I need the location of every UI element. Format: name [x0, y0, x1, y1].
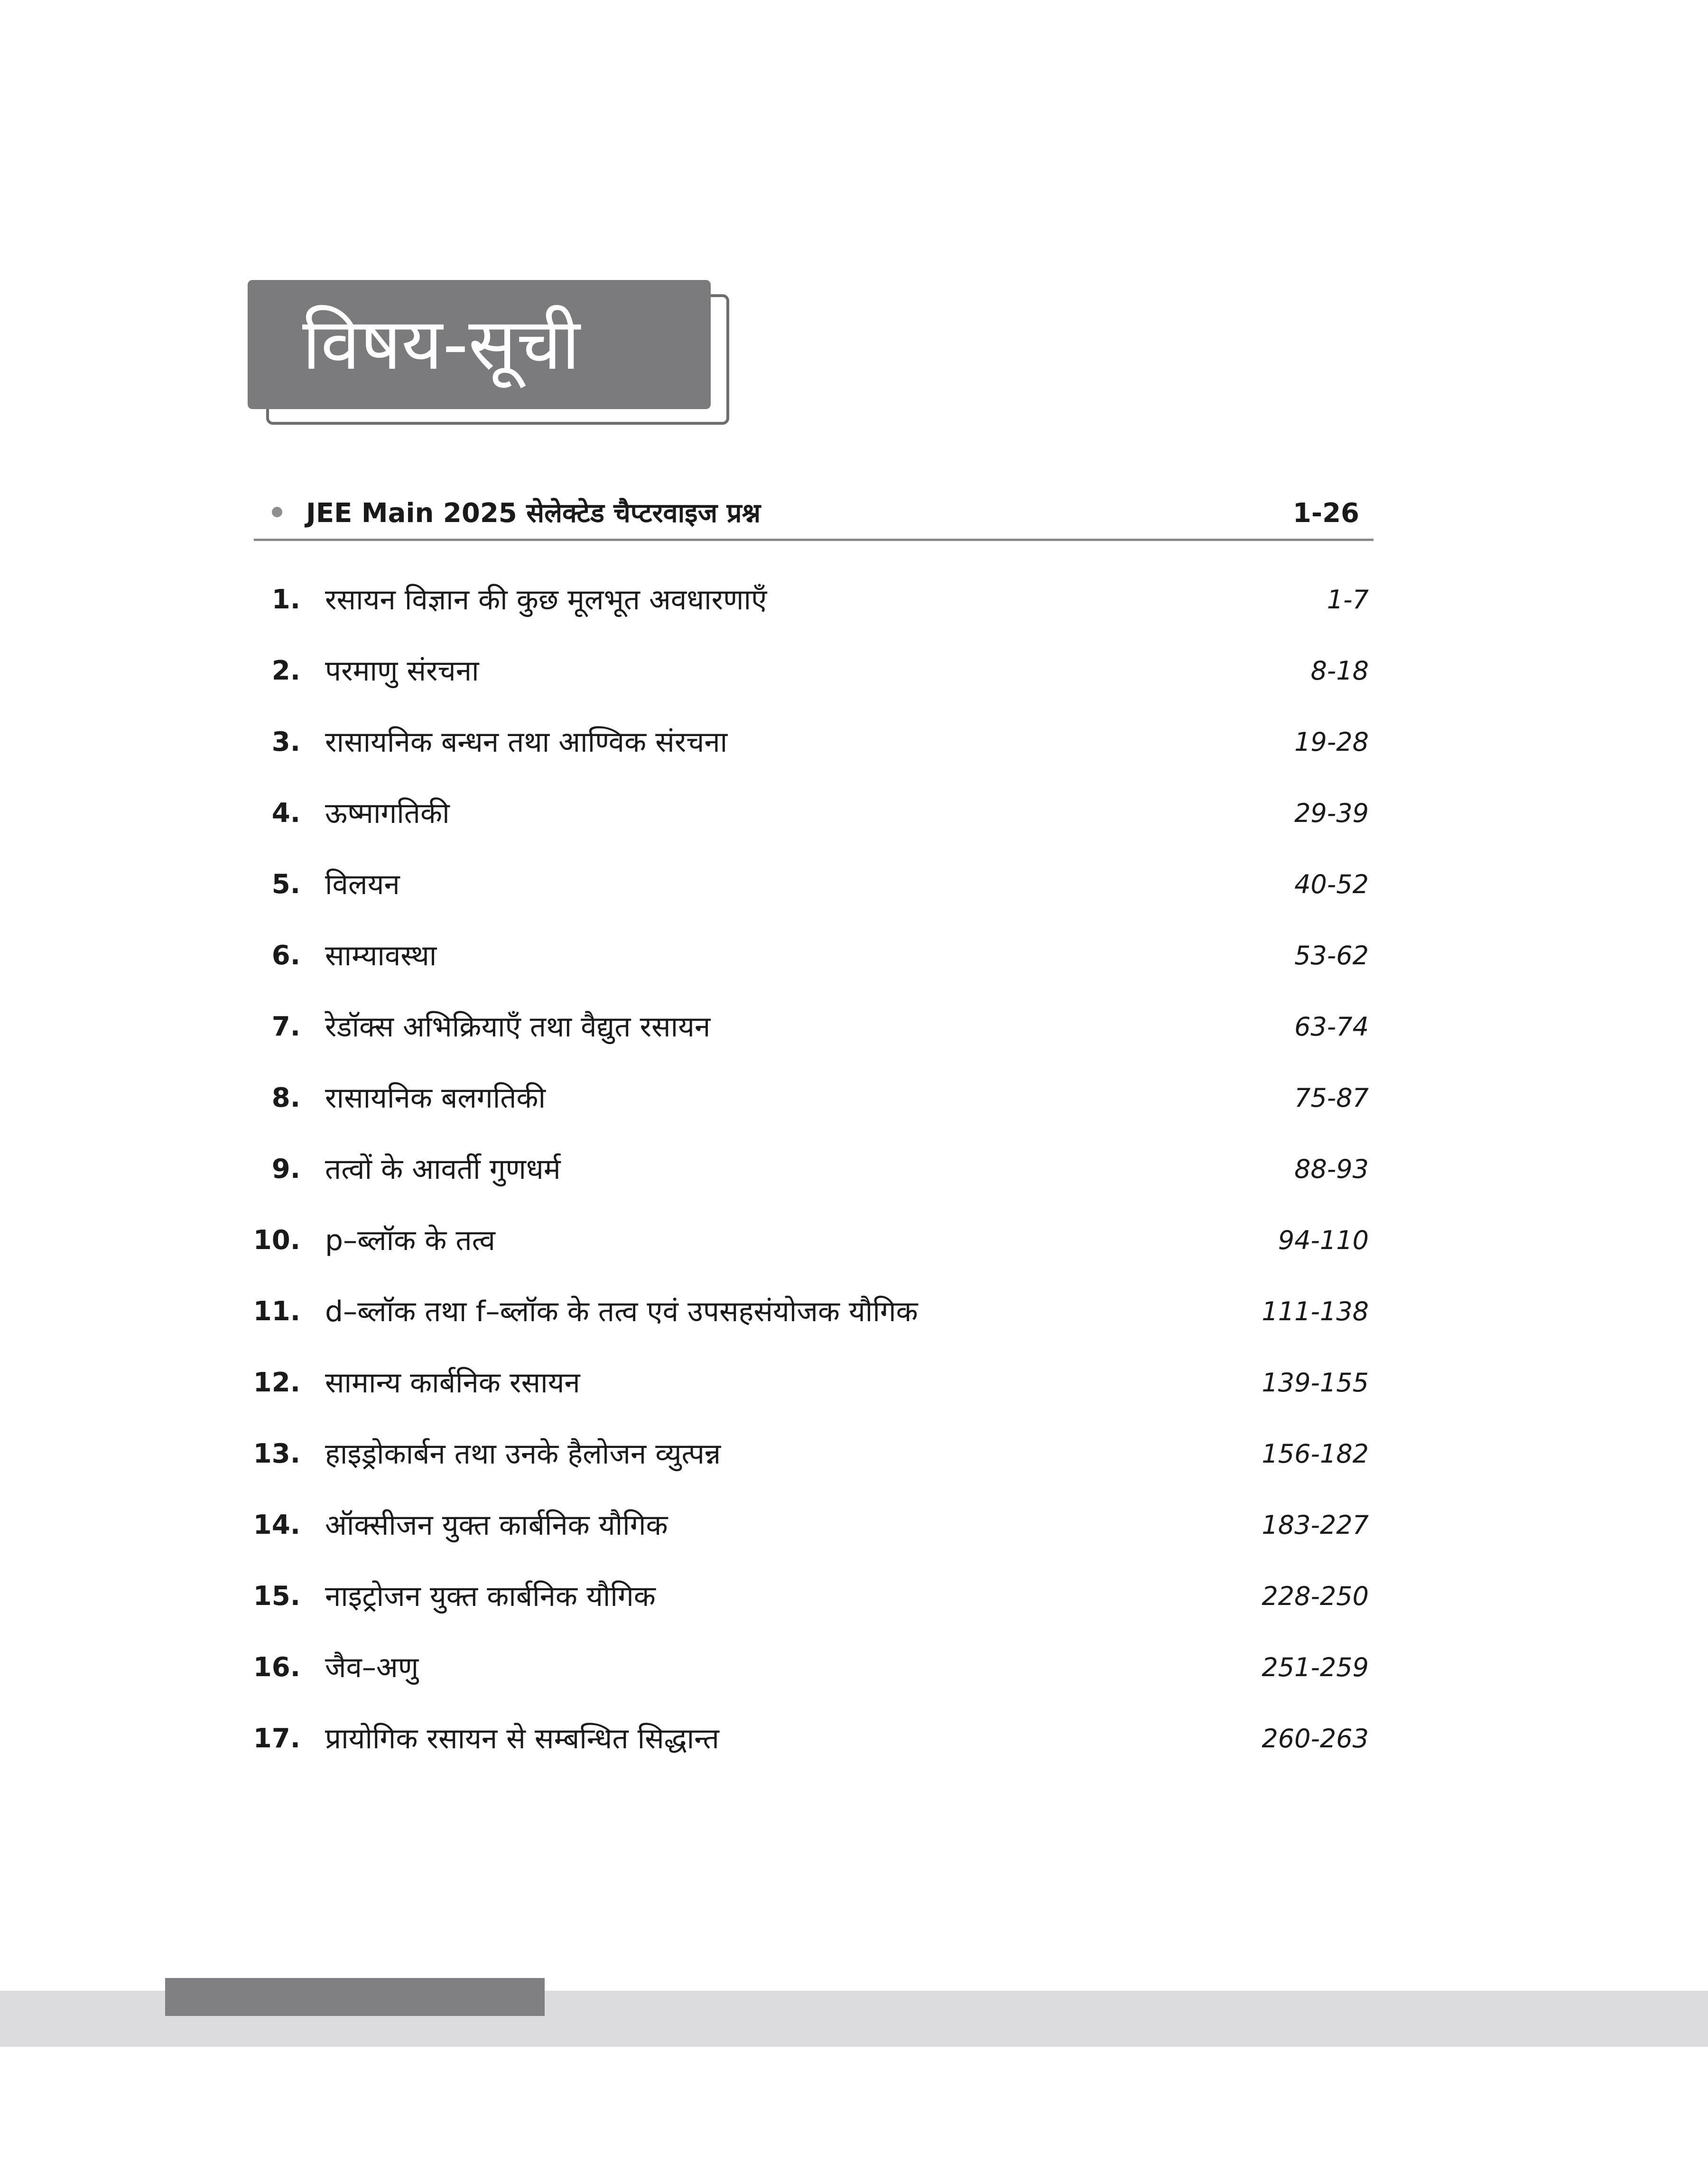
chapter-number: 12. [253, 1367, 300, 1398]
page-title: विषय-सूची [302, 303, 580, 386]
chapter-page-range: 53-62 [1294, 941, 1369, 970]
chapter-title: ऑक्सीजन युक्त कार्बनिक यौगिक [325, 1509, 668, 1542]
chapter-page-range: 260-263 [1262, 1724, 1369, 1754]
chapter-number: 4. [271, 798, 300, 829]
chapter-page-range: 94-110 [1278, 1225, 1369, 1255]
chapter-page-range: 88-93 [1294, 1154, 1369, 1184]
chapter-number: 17. [253, 1723, 300, 1754]
bullet-icon [272, 507, 282, 517]
chapter-page-range: 63-74 [1294, 1012, 1369, 1042]
chapter-number: 16. [253, 1652, 300, 1683]
chapter-title: रेडॉक्स अभिक्रियाएँ तथा वैद्युत रसायन [325, 1010, 711, 1044]
toc-row [254, 574, 1374, 645]
chapter-page-range: 183-227 [1262, 1510, 1369, 1540]
chapter-number: 2. [271, 655, 300, 686]
chapter-page-range: 8-18 [1310, 656, 1369, 686]
chapter-number: 13. [253, 1438, 300, 1469]
chapter-title: नाइट्रोजन युक्त कार्बनिक यौगिक [325, 1580, 656, 1613]
toc-row [254, 1500, 1374, 1571]
chapter-title: d–ब्लॉक तथा f–ब्लॉक के तत्व एवं उपसहसंयोजक यौगिक [325, 1295, 918, 1328]
chapter-title: p–ब्लॉक के तत्व [325, 1224, 495, 1257]
chapter-title: परमाणु संरचना [325, 654, 479, 688]
section-page-range: 1-26 [1292, 498, 1359, 529]
chapter-title: जैव–अणु [325, 1651, 419, 1684]
chapter-number: 10. [253, 1225, 300, 1256]
chapter-title: सामान्य कार्बनिक रसायन [325, 1366, 580, 1399]
chapter-title: तत्वों के आवर्ती गुणधर्म [325, 1153, 561, 1186]
chapter-number: 14. [253, 1510, 300, 1540]
toc-row [254, 788, 1374, 859]
chapter-title: प्रायोगिक रसायन से सम्बन्धित सिद्धान्त [325, 1722, 719, 1755]
chapter-number: 5. [271, 869, 300, 900]
chapter-page-range: 29-39 [1294, 798, 1369, 828]
chapter-title: रासायनिक बन्धन तथा आण्विक संरचना [325, 726, 728, 759]
toc-row [254, 1001, 1374, 1073]
toc-list [254, 574, 1374, 1784]
chapter-number: 1. [271, 584, 300, 615]
toc-row [254, 1286, 1374, 1357]
toc-row [254, 1713, 1374, 1784]
chapter-page-range: 156-182 [1262, 1439, 1369, 1469]
chapter-page-range: 40-52 [1294, 869, 1369, 899]
toc-row [254, 930, 1374, 1001]
chapter-number: 11. [253, 1296, 300, 1327]
toc-row [254, 1571, 1374, 1642]
toc-row [254, 1642, 1374, 1713]
toc-row [254, 1073, 1374, 1144]
chapter-number: 15. [253, 1581, 300, 1612]
chapter-number: 7. [271, 1011, 300, 1042]
chapter-number: 6. [271, 940, 300, 971]
chapter-title: हाइड्रोकार्बन तथा उनके हैलोजन व्युत्पन्न [325, 1437, 721, 1471]
toc-row [254, 645, 1374, 717]
chapter-page-range: 111-138 [1262, 1297, 1369, 1326]
chapter-page-range: 228-250 [1262, 1581, 1369, 1611]
chapter-title: साम्यावस्था [325, 939, 437, 972]
section-header [254, 494, 1374, 541]
chapter-page-range: 75-87 [1294, 1083, 1369, 1113]
chapter-number: 3. [271, 727, 300, 757]
section-label: JEE Main 2025 सेलेक्टेड चैप्टरवाइज प्रश्न [306, 498, 761, 529]
chapter-page-range: 139-155 [1262, 1368, 1369, 1398]
chapter-title: ऊष्मागतिकी [325, 797, 450, 830]
chapter-title: रासायनिक बलगतिकी [325, 1082, 546, 1115]
chapter-title: विलयन [325, 868, 400, 901]
toc-row [254, 1144, 1374, 1215]
chapter-title: रसायन विज्ञान की कुछ मूलभूत अवधारणाएँ [325, 583, 767, 616]
chapter-page-range: 251-259 [1262, 1652, 1369, 1682]
title-banner [248, 280, 711, 409]
toc-row [254, 1428, 1374, 1500]
toc-row [254, 859, 1374, 930]
toc-row [254, 1357, 1374, 1428]
chapter-page-range: 1-7 [1327, 585, 1369, 615]
toc-row [254, 717, 1374, 788]
footer-tab [165, 1978, 545, 2016]
chapter-number: 8. [271, 1082, 300, 1113]
toc-row [254, 1215, 1374, 1286]
chapter-page-range: 19-28 [1294, 727, 1369, 757]
chapter-number: 9. [271, 1154, 300, 1185]
